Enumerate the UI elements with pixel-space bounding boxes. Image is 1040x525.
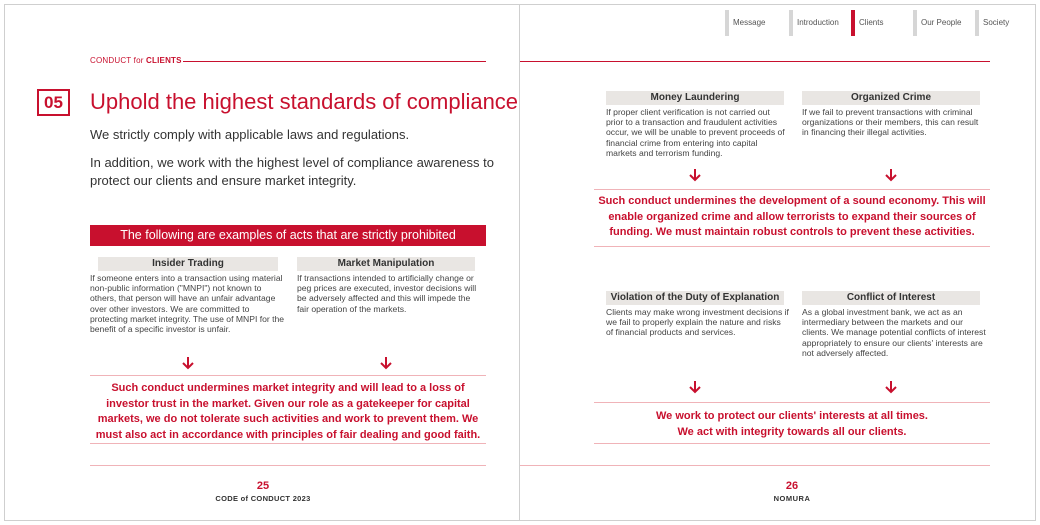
organized-crime-text: If we fail to prevent transactions with criminal organizations or their members, this can result in financing their illegal activities. bbox=[802, 107, 979, 138]
section-rule-right bbox=[520, 61, 990, 62]
tab-clients[interactable]: Clients bbox=[851, 10, 913, 36]
nomura-logo: NOMURA bbox=[773, 494, 811, 503]
arrow-down-icon bbox=[379, 356, 393, 370]
duty-of-explanation-text: Clients may make wrong investment decisions if we fail to properly explain the nature and risks of financial products and services. bbox=[606, 307, 789, 338]
tab-society[interactable]: Society bbox=[975, 10, 1025, 36]
left-conclusion: Such conduct undermines market integrity and will lead to a loss of investor trust in the market. Given our role as a gatekeeper for capital markets, we do not tolerate such activities and work to prevent them. We must also act in accordance with principles of fair dealing and good faith. bbox=[95, 382, 481, 441]
tab-introduction[interactable]: Introduction bbox=[789, 10, 851, 36]
section-tabs bbox=[725, 10, 1025, 36]
page-number: 25 bbox=[256, 480, 270, 492]
money-laundering-title: Money Laundering bbox=[606, 91, 784, 105]
footer-rule bbox=[90, 465, 486, 466]
arrow-down-icon bbox=[688, 380, 702, 394]
conflict-of-interest-title: Conflict of Interest bbox=[802, 291, 980, 305]
duty-of-explanation-title: Violation of the Duty of Explanation bbox=[606, 291, 784, 305]
arrow-down-icon bbox=[884, 168, 898, 182]
page-number: 26 bbox=[785, 480, 799, 492]
market-manipulation-title: Market Manipulation bbox=[297, 257, 475, 271]
footer-rule bbox=[520, 465, 990, 466]
page-title: Uphold the highest standards of compliance bbox=[90, 89, 519, 114]
insider-trading-title: Insider Trading bbox=[98, 257, 278, 271]
section-label: CONDUCT for CLIENTS bbox=[90, 56, 182, 65]
tab-message[interactable]: Message bbox=[725, 10, 789, 36]
lead-paragraph-2: In addition, we work with the highest level of compliance awareness to protect our clients and ensure market integrity. bbox=[90, 155, 494, 188]
section-rule bbox=[183, 61, 486, 62]
divider bbox=[594, 443, 990, 444]
divider bbox=[90, 375, 486, 376]
tab-our-people[interactable]: Our People bbox=[913, 10, 975, 36]
page-spine bbox=[519, 4, 520, 521]
lead-paragraph-1: We strictly comply with applicable laws and regulations. bbox=[90, 127, 410, 142]
divider bbox=[90, 443, 486, 444]
organized-crime-title: Organized Crime bbox=[802, 91, 980, 105]
right-conclusion-1: Such conduct undermines the development of a sound economy. This will enable organized crime and allow terrorists to expand their sources of funding. We must maintain robust controls to prevent these activities. bbox=[598, 195, 986, 238]
right-conclusion-2a: We work to protect our clients' interests at all times. bbox=[656, 410, 928, 422]
conflict-of-interest-text: As a global investment bank, we act as an intermediary between the markets and our clients. We manage potential conflicts of interest appropriately to ensure our clients' interests are not adversely affected. bbox=[802, 307, 986, 358]
arrow-down-icon bbox=[688, 168, 702, 182]
footer-title: CODE of CONDUCT 2023 bbox=[215, 494, 311, 503]
money-laundering-text: If proper client verification is not carried out prior to a transaction and fraudulent activities occur, we will be unable to prevent proceeds of financial crime from entering into capital markets and terrorism funding. bbox=[606, 107, 785, 158]
market-manipulation-text: If transactions intended to artificially change or peg prices are executed, investor decisions will be adversely affected and this will impede the fair operation of the markets. bbox=[297, 273, 477, 314]
divider bbox=[594, 246, 990, 247]
divider bbox=[594, 402, 990, 403]
prohibited-acts-banner: The following are examples of acts that are strictly prohibited bbox=[90, 225, 486, 246]
section-number: 05 bbox=[37, 89, 70, 116]
arrow-down-icon bbox=[884, 380, 898, 394]
arrow-down-icon bbox=[181, 356, 195, 370]
right-conclusion-2b: We act with integrity towards all our clients. bbox=[677, 426, 907, 438]
divider bbox=[594, 189, 990, 190]
insider-trading-text: If someone enters into a transaction using material non-public information ("MNPI") not known to others, that person will have an unfair advantage over other investors. We are committed to protecting market integrity. The use of MNPI for the benefit of a specific investor is unfair. bbox=[90, 273, 285, 335]
